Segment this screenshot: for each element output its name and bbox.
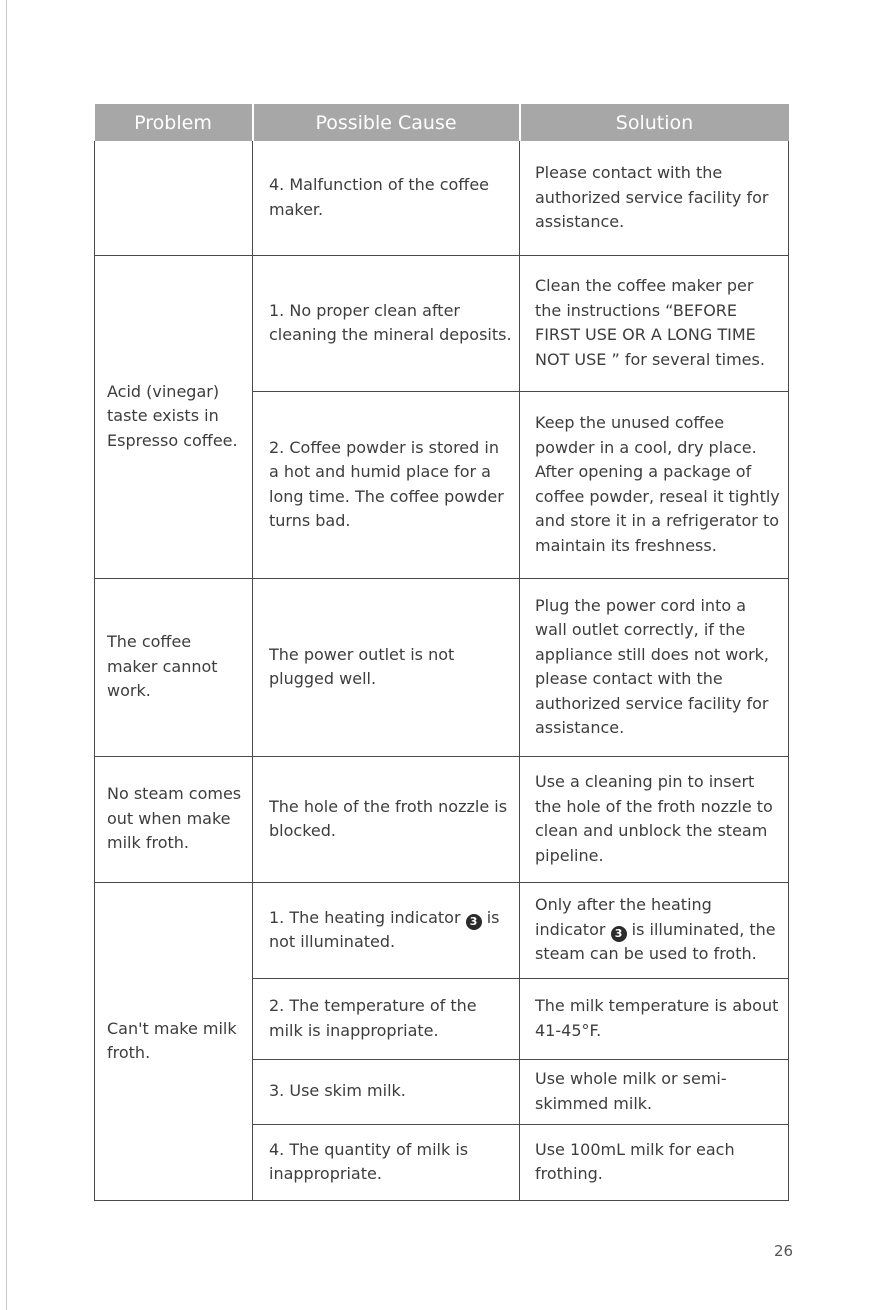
solution-cell xyxy=(520,882,789,978)
problem-cell: Acid (vinegar) taste exists in Espresso coffee. xyxy=(95,255,253,578)
table-row xyxy=(95,578,789,756)
solution-cell: Use a cleaning pin to insert the hole of the froth nozzle to clean and unblock the steam pipeline. xyxy=(520,756,789,882)
solution-cell: The milk temperature is about 41-45°F. xyxy=(520,978,789,1059)
cause-text: 1. The heating indicator xyxy=(269,907,461,927)
table-row xyxy=(95,141,789,255)
troubleshooting-table xyxy=(94,104,789,1201)
solution-cell: Clean the coffee maker per the instructions “BEFORE FIRST USE OR A LONG TIME NOT USE ” for several times. xyxy=(520,255,789,391)
table-row xyxy=(95,756,789,882)
solution-cell: Please contact with the authorized service facility for assistance. xyxy=(520,141,789,255)
page-number: 26 xyxy=(774,1242,794,1260)
solution-text: Only after the heating indicator xyxy=(535,895,712,939)
problem-cell: The coffee maker cannot work. xyxy=(95,578,253,756)
header-solution: Solution xyxy=(520,104,789,141)
cause-cell: 2. Coffee powder is stored in a hot and humid place for a long time. The coffee powder turns bad. xyxy=(253,391,520,578)
problem-cell: No steam comes out when make milk froth. xyxy=(95,756,253,882)
table-header-row xyxy=(95,104,789,141)
cause-cell: 2. The temperature of the milk is inappropriate. xyxy=(253,978,520,1059)
header-problem: Problem xyxy=(95,104,253,141)
indicator-3-icon: 3 xyxy=(611,926,627,942)
header-possible-cause: Possible Cause xyxy=(253,104,520,141)
solution-cell: Keep the unused coffee powder in a cool, dry place. After opening a package of coffee powder, reseal it tightly and store it in a refrigerator to maintain its freshness. xyxy=(520,391,789,578)
cause-cell: 4. The quantity of milk is inappropriate. xyxy=(253,1124,520,1200)
solution-text: is illuminated, the steam can be used to froth. xyxy=(535,919,776,964)
cause-cell: 4. Malfunction of the coffee maker. xyxy=(253,141,520,255)
problem-cell xyxy=(95,141,253,255)
cause-cell xyxy=(253,882,520,978)
cause-cell: The power outlet is not plugged well. xyxy=(253,578,520,756)
solution-cell: Plug the power cord into a wall outlet correctly, if the appliance still does not work, please contact with the authorized service facility for assistance. xyxy=(520,578,789,756)
page-edge-line xyxy=(6,0,7,1310)
cause-cell: 1. No proper clean after cleaning the mineral deposits. xyxy=(253,255,520,391)
cause-cell: 3. Use skim milk. xyxy=(253,1059,520,1124)
cause-text: is not illuminated. xyxy=(269,907,500,951)
solution-cell: Use 100mL milk for each frothing. xyxy=(520,1124,789,1200)
table-row xyxy=(95,882,789,978)
cause-cell: The hole of the froth nozzle is blocked. xyxy=(253,756,520,882)
solution-cell: Use whole milk or semi-skimmed milk. xyxy=(520,1059,789,1124)
problem-cell: Can't make milk froth. xyxy=(95,882,253,1200)
indicator-3-icon: 3 xyxy=(466,914,482,930)
table-row xyxy=(95,255,789,391)
